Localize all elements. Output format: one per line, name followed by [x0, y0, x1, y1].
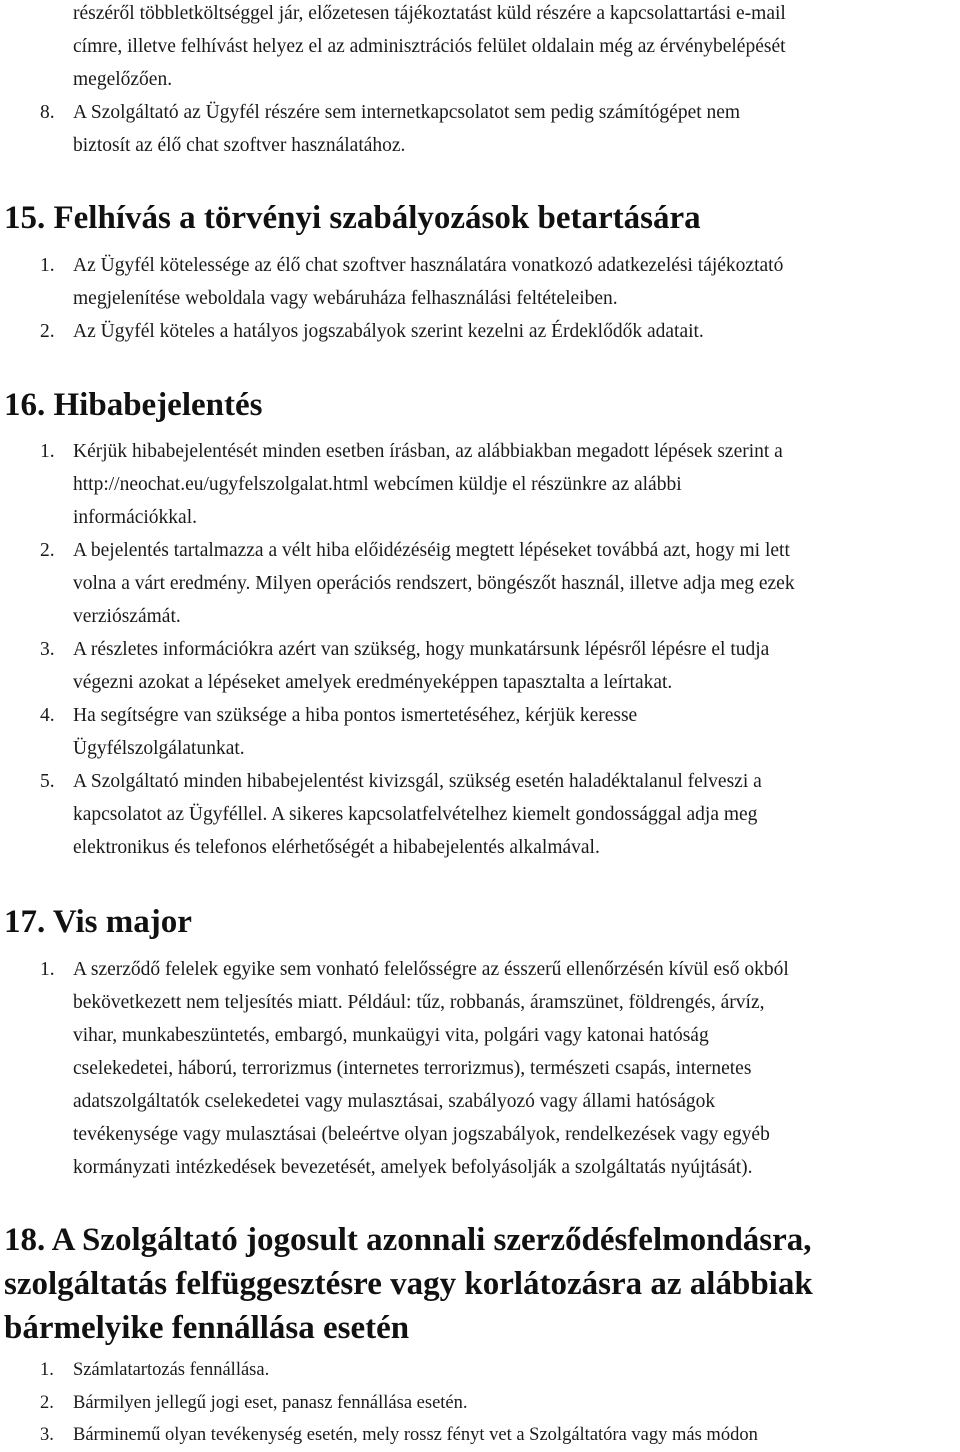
section-heading-15 — [4, 196, 701, 240]
list-item-line: információkkal. — [73, 507, 197, 528]
list-item — [0, 765, 762, 864]
list-item-number: 1. — [40, 959, 55, 980]
list-item-line: verziószámát. — [73, 606, 181, 627]
list-item-line: kormányzati intézkedések bevezetését, amelyek befolyásolják a szolgáltatás nyújtását). — [73, 1157, 753, 1178]
heading-line: 17. Vis major — [4, 904, 192, 940]
intro-line: részéről többletköltséggel jár, előzetesen tájékoztatást küld részére a kapcsolattartási e-mail — [73, 3, 786, 24]
list-item — [0, 1354, 269, 1387]
heading-line: szolgáltatás felfüggesztésre vagy korlátozásra az alábbiak — [4, 1266, 813, 1302]
section-heading-17 — [4, 900, 192, 944]
list-item-number: 1. — [40, 1360, 54, 1380]
list-item-line: biztosít az élő chat szoftver használatához. — [73, 135, 406, 156]
list-item-number: 3. — [40, 639, 55, 660]
list-item-line: A szerződő felelek egyike sem vonható felelősségre az ésszerű ellenőrzésén kívül eső okból — [73, 959, 789, 980]
list-item-line: Ha segítségre van szüksége a hiba pontos ismertetéséhez, kérjük keresse — [73, 705, 638, 726]
section-heading-18 — [4, 1218, 813, 1350]
list-item — [0, 534, 795, 633]
list-item-line: A bejelentés tartalmazza a vélt hiba előidézéséig megtett lépéseket továbbá azt, hogy mi lett — [73, 540, 790, 561]
intro-line: címre, illetve felhívást helyez el az adminisztrációs felület oldalain még az érvénybelépését — [73, 36, 786, 57]
list-item-number: 2. — [40, 540, 55, 561]
list-item-number: 3. — [40, 1425, 54, 1445]
list-item-number: 5. — [40, 771, 55, 792]
intro-paragraph — [73, 0, 786, 96]
list-item — [0, 633, 769, 699]
list-item-line: http://neochat.eu/ugyfelszolgalat.html webcímen küldje el részünkre az alábbi — [73, 474, 682, 495]
list-item — [0, 1419, 758, 1452]
list-item-line: kapcsolatot az Ügyféllel. A sikeres kapcsolatfelvételhez kiemelt gondossággal adja meg — [73, 804, 758, 825]
list-item-line: elektronikus és telefonos elérhetőségét a hibabejelentés alkalmával. — [73, 837, 600, 858]
list-item-line: vihar, munkabeszüntetés, embargó, munkaügyi vita, polgári vagy katonai hatóság — [73, 1025, 709, 1046]
list-item-number: 2. — [40, 1393, 54, 1413]
list-item-number: 8. — [40, 102, 55, 123]
list-item-number: 4. — [40, 705, 55, 726]
list-item-line: Az Ügyfél köteles a hatályos jogszabályok szerint kezelni az Érdeklődők adatait. — [73, 321, 704, 342]
list-item-line: Bármilyen jellegű jogi eset, panasz fennállása esetén. — [73, 1393, 468, 1413]
list-item — [0, 96, 740, 162]
heading-line: bármelyike fennállása esetén — [4, 1310, 410, 1346]
list-item-line: A Szolgáltató minden hibabejelentést kivizsgál, szükség esetén haladéktalanul felveszi a — [73, 771, 762, 792]
list-item-line: volna a várt eredmény. Milyen operációs rendszert, böngészőt használ, illetve adja meg ezek — [73, 573, 795, 594]
list-item-line: tevékenysége vagy mulasztásai (beleértve olyan jogszabályok, rendelkezések vagy egyéb — [73, 1124, 770, 1145]
list-item-line: Az Ügyfél kötelessége az élő chat szoftver használatára vonatkozó adatkezelési tájékoztató — [73, 255, 784, 276]
list-item — [0, 249, 783, 315]
list-item-number: 1. — [40, 255, 55, 276]
intro-line: megelőzően. — [73, 69, 173, 90]
heading-line: 18. A Szolgáltató jogosult azonnali szerződésfelmondásra, — [4, 1222, 812, 1258]
list-item-line: adatszolgáltatók cselekedetei vagy mulasztásai, szabályozó vagy állami hatóságok — [73, 1091, 716, 1112]
list-item-line: A Szolgáltató az Ügyfél részére sem internetkapcsolatot sem pedig számítógépet nem — [73, 102, 741, 123]
list-item-line: Számlatartozás fennállása. — [73, 1360, 270, 1380]
list-item — [0, 315, 704, 348]
list-item — [0, 1387, 468, 1420]
list-item-line: Kérjük hibabejelentését minden esetben írásban, az alábbiakban megadott lépések szerint a — [73, 441, 783, 462]
list-item-line: bekövetkezett nem teljesítés miatt. Például: tűz, robbanás, áramszünet, földrengés, árvíz, — [73, 992, 765, 1013]
list-item-number: 1. — [40, 441, 55, 462]
list-item-line: A részletes információkra azért van szükség, hogy munkatársunk lépésről lépésre el tudja — [73, 639, 770, 660]
section-heading-16 — [4, 383, 262, 427]
list-item-line: megjelenítése weboldala vagy webáruháza felhasználási feltételeiben. — [73, 288, 618, 309]
list-item-number: 2. — [40, 321, 55, 342]
list-item-line: cselekedetei, háború, terrorizmus (internetes terrorizmus), természeti csapás, internetes — [73, 1058, 752, 1079]
heading-line: 16. Hibabejelentés — [4, 387, 263, 423]
heading-line: 15. Felhívás a törvényi szabályozások betartására — [4, 200, 701, 236]
list-item-line: végezni azokat a lépéseket amelyek eredményeképpen tapasztalta a leírtakat. — [73, 672, 673, 693]
list-item — [0, 435, 783, 534]
list-item-line: Ügyfélszolgálatunkat. — [73, 738, 245, 759]
list-item-line: Bárminemű olyan tevékenység esetén, mely rossz fényt vet a Szolgáltatóra vagy más módon — [73, 1425, 758, 1445]
list-item — [0, 953, 789, 1184]
list-item — [0, 699, 637, 765]
